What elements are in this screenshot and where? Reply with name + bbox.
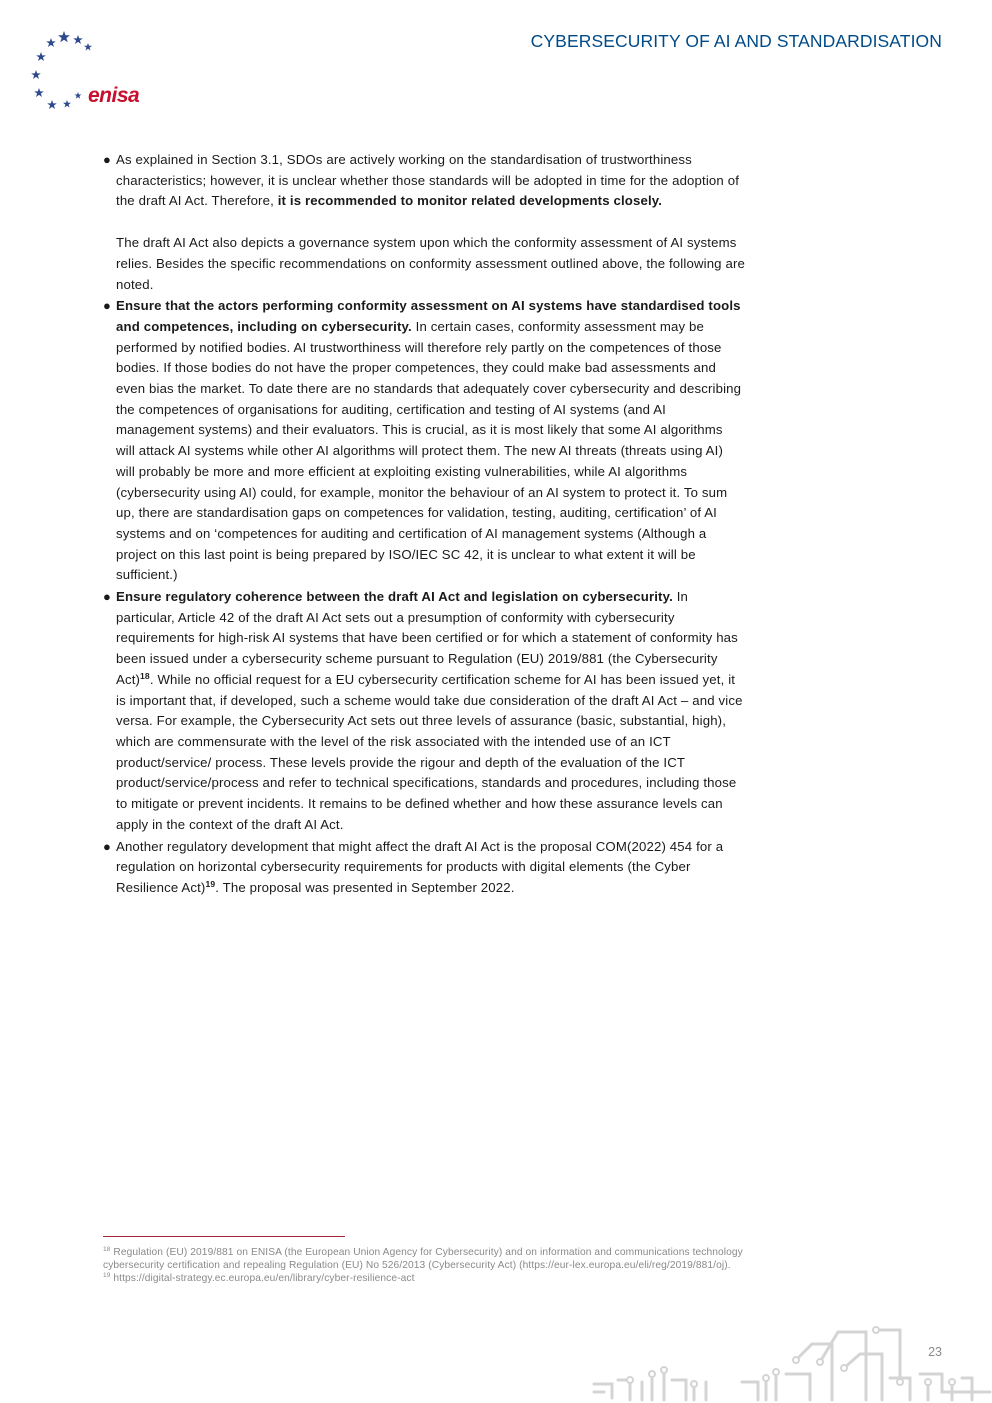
bullet1-text: As explained in Section 3.1, SDOs are actively working on the standardisation of trustworthiness characteristics; however, it is unclear whether those standards will be adopted in time for the adoption of the draft AI Act. Therefore, (116, 152, 740, 209)
footnote-ref-19[interactable]: 19 (205, 878, 216, 889)
footnotes (103, 1246, 743, 1286)
bullet1-bold: it is recommended to monitor related developments closely. (277, 193, 663, 209)
logo-wordmark: enisa (88, 84, 140, 107)
list-item (103, 837, 745, 899)
footnote-text: Regulation (EU) 2019/881 on ENISA (the European Union Agency for Cybersecurity) and on information and communications technology cybersecurity certification and repealing Regulation (EU) No 526/2013 (Cybersecurity Act) (https://eur-lex.europa.eu/eli/reg/2019/881/oj). (103, 1247, 743, 1272)
footnote-number: 18 (103, 1246, 111, 1253)
footnote-number: 19 (103, 1272, 111, 1280)
list-item (103, 150, 745, 212)
bullet4-text-b: . The proposal was presented in September 2022. (215, 879, 515, 895)
footnote-ref-18[interactable]: 18 (140, 670, 150, 681)
footnote-19 (103, 1272, 743, 1285)
list-item (103, 296, 745, 586)
bullet3-text-b: . While no official request for a EU cybersecurity certification scheme for AI has been issued yet, it is important that, if developed, such a scheme would take due consideration of the draft AI Act – and vice versa. For example, the Cybersecurity Act sets out three levels of assurance (basic, substantial, high), which are commensurate with the level of the risk associated with the intended use of an ICT product/service/ process. These levels provide the rigour and depth of the evaluation of the ICT product/service/process and refer to technical specifications, standards and procedures, including those to mitigate or prevent incidents. It remains to be defined whether and how these assurance levels can apply in the context of the draft AI Act. (116, 671, 743, 832)
bullet2-bold: Ensure that the actors performing conformity assessment on AI systems have standardised tools and competences, including on cybersecurity. (116, 298, 741, 334)
bullet2-text: In certain cases, conformity assessment may be performed by notified bodies. AI trustworthiness will therefore rely partly on the competences of those bodies. If those bodies do not have the proper competences, they could make bad assessments and even bias the market. To date there are no standards that adequately cover cybersecurity and describing the competences of organisations for auditing, certification and testing of AI systems (and AI management systems) and their evaluators. This is crucial, as it is most likely that some AI algorithms will attack AI systems while other AI algorithms will protect them. The new AI threats (threats using AI) will probably be more and more efficient at exploiting existing vulnerabilities, while AI algorithms (cybersecurity using AI) could, for example, monitor the behaviour of an AI system to protect it. To sum up, there are standardisation gaps on competences for validation, testing, auditing, certification’ of AI systems and on ‘competences for auditing and certification of AI management systems (Although a project on this last point is being prepared by ISO/IEC SC 42, it is unclear to what extent it will be sufficient.) (116, 318, 742, 583)
bullet3-bold: Ensure regulatory coherence between the draft AI Act and legislation on cybersecurity. (116, 589, 673, 605)
bullet-icon: ● (103, 152, 112, 167)
footnote-18 (103, 1246, 743, 1272)
circuit-decoration-icon (590, 1322, 992, 1403)
bullet-icon: ● (103, 589, 112, 605)
enisa-logo (28, 28, 140, 112)
document-title: CYBERSECURITY OF AI AND STANDARDISATION (530, 31, 942, 51)
page-number: 23 (928, 1345, 942, 1359)
bullet-icon: ● (103, 298, 112, 314)
footnote-link[interactable]: https://digital-strategy.ec.europa.eu/en/library/cyber-resilience-act (110, 1273, 415, 1285)
footnote-divider (103, 1236, 345, 1237)
list-item (103, 587, 745, 835)
governance-paragraph: The draft AI Act also depicts a governance system upon which the conformity assessment of AI systems relies. Besides the specific recommendations on conformity assessment outlined above, the following are noted. (116, 235, 745, 292)
main-content (103, 150, 745, 899)
bullet-icon: ● (103, 838, 112, 854)
bullet3-text-a: In particular, Article 42 of the draft AI Act sets out a presumption of conformity with cybersecurity requirements for high-risk AI systems that have been certified or for which a statement of conformity has been issued under a cybersecurity scheme pursuant to Regulation (EU) 2019/881 (the Cybersecurity Act) (116, 589, 738, 687)
bullet4-text-a: Another regulatory development that might affect the draft AI Act is the proposal COM(2022) 454 for a regulation on horizontal cybersecurity requirements for products with digital elements (the Cyber Resilience Act) (116, 838, 724, 895)
